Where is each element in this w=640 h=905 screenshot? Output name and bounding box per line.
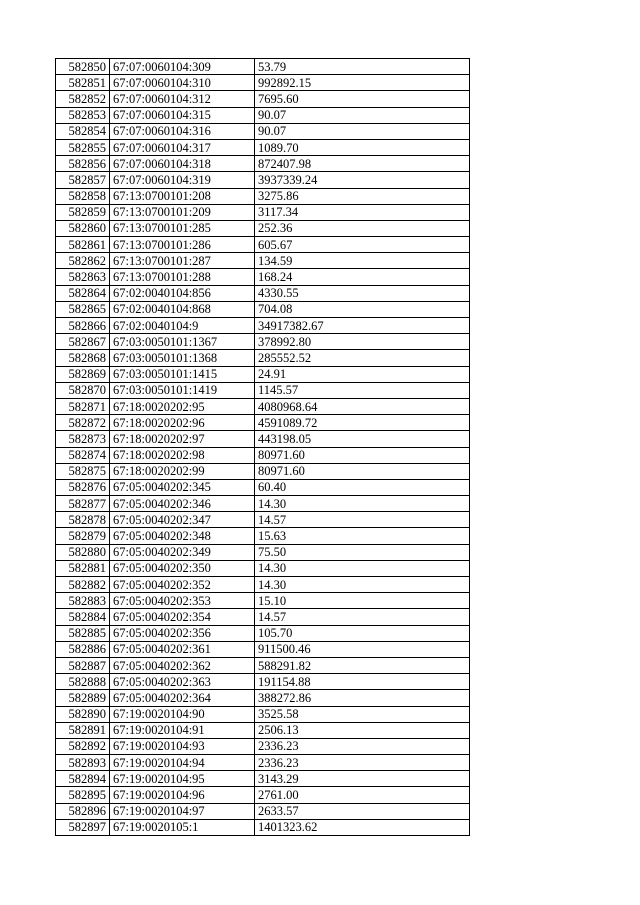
row-id-cell: 582866 bbox=[56, 318, 110, 334]
value-cell: 3117.34 bbox=[255, 204, 470, 220]
row-id-cell: 582854 bbox=[56, 123, 110, 139]
table-row bbox=[56, 544, 470, 560]
table-row bbox=[56, 479, 470, 495]
row-id-cell: 582850 bbox=[56, 59, 110, 75]
value-cell: 588291.82 bbox=[255, 657, 470, 673]
row-id-cell: 582853 bbox=[56, 107, 110, 123]
cadastral-code-cell: 67:03:0050101:1415 bbox=[110, 366, 255, 382]
row-id-cell: 582855 bbox=[56, 139, 110, 155]
table-row bbox=[56, 512, 470, 528]
table-row bbox=[56, 366, 470, 382]
value-cell: 14.30 bbox=[255, 496, 470, 512]
row-id-cell: 582889 bbox=[56, 690, 110, 706]
cadastral-code-cell: 67:05:0040202:356 bbox=[110, 625, 255, 641]
row-id-cell: 582894 bbox=[56, 771, 110, 787]
table-row bbox=[56, 172, 470, 188]
value-cell: 2336.23 bbox=[255, 738, 470, 754]
cadastral-code-cell: 67:05:0040202:348 bbox=[110, 528, 255, 544]
table-row bbox=[56, 59, 470, 75]
value-cell: 60.40 bbox=[255, 479, 470, 495]
row-id-cell: 582857 bbox=[56, 172, 110, 188]
value-cell: 704.08 bbox=[255, 301, 470, 317]
row-id-cell: 582895 bbox=[56, 787, 110, 803]
cadastral-code-cell: 67:13:0700101:288 bbox=[110, 269, 255, 285]
row-id-cell: 582862 bbox=[56, 253, 110, 269]
data-table bbox=[55, 58, 470, 836]
cadastral-code-cell: 67:19:0020104:96 bbox=[110, 787, 255, 803]
cadastral-code-cell: 67:18:0020202:98 bbox=[110, 447, 255, 463]
value-cell: 4591089.72 bbox=[255, 415, 470, 431]
table-row bbox=[56, 738, 470, 754]
value-cell: 388272.86 bbox=[255, 690, 470, 706]
row-id-cell: 582875 bbox=[56, 463, 110, 479]
row-id-cell: 582868 bbox=[56, 350, 110, 366]
value-cell: 34917382.67 bbox=[255, 318, 470, 334]
row-id-cell: 582880 bbox=[56, 544, 110, 560]
cadastral-code-cell: 67:05:0040202:349 bbox=[110, 544, 255, 560]
value-cell: 4080968.64 bbox=[255, 398, 470, 414]
table-body bbox=[56, 59, 470, 836]
cadastral-code-cell: 67:19:0020104:95 bbox=[110, 771, 255, 787]
table-row bbox=[56, 237, 470, 253]
value-cell: 992892.15 bbox=[255, 75, 470, 91]
value-cell: 1401323.62 bbox=[255, 819, 470, 835]
cadastral-code-cell: 67:05:0040202:350 bbox=[110, 560, 255, 576]
table-row bbox=[56, 722, 470, 738]
row-id-cell: 582865 bbox=[56, 301, 110, 317]
value-cell: 2336.23 bbox=[255, 755, 470, 771]
cadastral-code-cell: 67:05:0040202:347 bbox=[110, 512, 255, 528]
table-row bbox=[56, 350, 470, 366]
table-row bbox=[56, 560, 470, 576]
table-row bbox=[56, 204, 470, 220]
table-row bbox=[56, 220, 470, 236]
cadastral-code-cell: 67:07:0060104:315 bbox=[110, 107, 255, 123]
table-row bbox=[56, 803, 470, 819]
cadastral-code-cell: 67:19:0020104:97 bbox=[110, 803, 255, 819]
cadastral-code-cell: 67:05:0040202:345 bbox=[110, 479, 255, 495]
cadastral-code-cell: 67:18:0020202:99 bbox=[110, 463, 255, 479]
row-id-cell: 582873 bbox=[56, 431, 110, 447]
table-row bbox=[56, 447, 470, 463]
cadastral-code-cell: 67:13:0700101:208 bbox=[110, 188, 255, 204]
row-id-cell: 582879 bbox=[56, 528, 110, 544]
table-row bbox=[56, 334, 470, 350]
row-id-cell: 582876 bbox=[56, 479, 110, 495]
value-cell: 7695.60 bbox=[255, 91, 470, 107]
value-cell: 2761.00 bbox=[255, 787, 470, 803]
value-cell: 80971.60 bbox=[255, 463, 470, 479]
value-cell: 252.36 bbox=[255, 220, 470, 236]
table-row bbox=[56, 496, 470, 512]
table-row bbox=[56, 819, 470, 835]
cadastral-code-cell: 67:18:0020202:95 bbox=[110, 398, 255, 414]
cadastral-code-cell: 67:18:0020202:96 bbox=[110, 415, 255, 431]
row-id-cell: 582883 bbox=[56, 593, 110, 609]
row-id-cell: 582887 bbox=[56, 657, 110, 673]
row-id-cell: 582893 bbox=[56, 755, 110, 771]
table-row bbox=[56, 285, 470, 301]
value-cell: 14.30 bbox=[255, 560, 470, 576]
row-id-cell: 582859 bbox=[56, 204, 110, 220]
cadastral-code-cell: 67:18:0020202:97 bbox=[110, 431, 255, 447]
value-cell: 14.57 bbox=[255, 609, 470, 625]
cadastral-code-cell: 67:05:0040202:353 bbox=[110, 593, 255, 609]
value-cell: 378992.80 bbox=[255, 334, 470, 350]
cadastral-code-cell: 67:07:0060104:318 bbox=[110, 156, 255, 172]
cadastral-code-cell: 67:13:0700101:285 bbox=[110, 220, 255, 236]
value-cell: 1089.70 bbox=[255, 139, 470, 155]
cadastral-code-cell: 67:19:0020104:94 bbox=[110, 755, 255, 771]
row-id-cell: 582861 bbox=[56, 237, 110, 253]
row-id-cell: 582896 bbox=[56, 803, 110, 819]
cadastral-code-cell: 67:19:0020105:1 bbox=[110, 819, 255, 835]
cadastral-code-cell: 67:03:0050101:1368 bbox=[110, 350, 255, 366]
table-row bbox=[56, 75, 470, 91]
row-id-cell: 582888 bbox=[56, 674, 110, 690]
table-row bbox=[56, 528, 470, 544]
row-id-cell: 582890 bbox=[56, 706, 110, 722]
table-row bbox=[56, 318, 470, 334]
value-cell: 14.30 bbox=[255, 577, 470, 593]
value-cell: 4330.55 bbox=[255, 285, 470, 301]
row-id-cell: 582871 bbox=[56, 398, 110, 414]
value-cell: 872407.98 bbox=[255, 156, 470, 172]
cadastral-code-cell: 67:07:0060104:317 bbox=[110, 139, 255, 155]
cadastral-code-cell: 67:05:0040202:354 bbox=[110, 609, 255, 625]
cadastral-code-cell: 67:05:0040202:363 bbox=[110, 674, 255, 690]
value-cell: 285552.52 bbox=[255, 350, 470, 366]
value-cell: 15.63 bbox=[255, 528, 470, 544]
cadastral-code-cell: 67:19:0020104:91 bbox=[110, 722, 255, 738]
value-cell: 2633.57 bbox=[255, 803, 470, 819]
value-cell: 443198.05 bbox=[255, 431, 470, 447]
table-row bbox=[56, 253, 470, 269]
table-row bbox=[56, 415, 470, 431]
cadastral-code-cell: 67:07:0060104:309 bbox=[110, 59, 255, 75]
cadastral-code-cell: 67:03:0050101:1419 bbox=[110, 382, 255, 398]
row-id-cell: 582897 bbox=[56, 819, 110, 835]
value-cell: 90.07 bbox=[255, 107, 470, 123]
table-row bbox=[56, 123, 470, 139]
value-cell: 911500.46 bbox=[255, 641, 470, 657]
cadastral-code-cell: 67:07:0060104:319 bbox=[110, 172, 255, 188]
value-cell: 24.91 bbox=[255, 366, 470, 382]
table-row bbox=[56, 301, 470, 317]
cadastral-code-cell: 67:07:0060104:316 bbox=[110, 123, 255, 139]
table-row bbox=[56, 593, 470, 609]
row-id-cell: 582884 bbox=[56, 609, 110, 625]
row-id-cell: 582891 bbox=[56, 722, 110, 738]
value-cell: 1145.57 bbox=[255, 382, 470, 398]
table-row bbox=[56, 641, 470, 657]
table-row bbox=[56, 625, 470, 641]
cadastral-code-cell: 67:05:0040202:362 bbox=[110, 657, 255, 673]
table-row bbox=[56, 107, 470, 123]
row-id-cell: 582858 bbox=[56, 188, 110, 204]
table-row bbox=[56, 382, 470, 398]
row-id-cell: 582892 bbox=[56, 738, 110, 754]
cadastral-code-cell: 67:03:0050101:1367 bbox=[110, 334, 255, 350]
table-row bbox=[56, 463, 470, 479]
cadastral-code-cell: 67:05:0040202:346 bbox=[110, 496, 255, 512]
value-cell: 3937339.24 bbox=[255, 172, 470, 188]
row-id-cell: 582881 bbox=[56, 560, 110, 576]
table-row bbox=[56, 755, 470, 771]
cadastral-code-cell: 67:02:0040104:856 bbox=[110, 285, 255, 301]
value-cell: 168.24 bbox=[255, 269, 470, 285]
cadastral-code-cell: 67:07:0060104:310 bbox=[110, 75, 255, 91]
row-id-cell: 582863 bbox=[56, 269, 110, 285]
table-row bbox=[56, 787, 470, 803]
row-id-cell: 582872 bbox=[56, 415, 110, 431]
row-id-cell: 582878 bbox=[56, 512, 110, 528]
row-id-cell: 582869 bbox=[56, 366, 110, 382]
value-cell: 105.70 bbox=[255, 625, 470, 641]
cadastral-code-cell: 67:05:0040202:364 bbox=[110, 690, 255, 706]
value-cell: 15.10 bbox=[255, 593, 470, 609]
value-cell: 2506.13 bbox=[255, 722, 470, 738]
table-row bbox=[56, 398, 470, 414]
table-row bbox=[56, 674, 470, 690]
row-id-cell: 582877 bbox=[56, 496, 110, 512]
value-cell: 191154.88 bbox=[255, 674, 470, 690]
table-row bbox=[56, 706, 470, 722]
cadastral-code-cell: 67:05:0040202:361 bbox=[110, 641, 255, 657]
value-cell: 75.50 bbox=[255, 544, 470, 560]
value-cell: 3143.29 bbox=[255, 771, 470, 787]
value-cell: 90.07 bbox=[255, 123, 470, 139]
table-row bbox=[56, 431, 470, 447]
table-row bbox=[56, 690, 470, 706]
row-id-cell: 582851 bbox=[56, 75, 110, 91]
row-id-cell: 582870 bbox=[56, 382, 110, 398]
value-cell: 3275.86 bbox=[255, 188, 470, 204]
cadastral-code-cell: 67:07:0060104:312 bbox=[110, 91, 255, 107]
table-row bbox=[56, 609, 470, 625]
table-row bbox=[56, 139, 470, 155]
row-id-cell: 582874 bbox=[56, 447, 110, 463]
row-id-cell: 582852 bbox=[56, 91, 110, 107]
row-id-cell: 582867 bbox=[56, 334, 110, 350]
cadastral-code-cell: 67:13:0700101:286 bbox=[110, 237, 255, 253]
row-id-cell: 582856 bbox=[56, 156, 110, 172]
cadastral-code-cell: 67:19:0020104:90 bbox=[110, 706, 255, 722]
value-cell: 605.67 bbox=[255, 237, 470, 253]
row-id-cell: 582885 bbox=[56, 625, 110, 641]
row-id-cell: 582860 bbox=[56, 220, 110, 236]
cadastral-code-cell: 67:13:0700101:209 bbox=[110, 204, 255, 220]
table-row bbox=[56, 771, 470, 787]
value-cell: 80971.60 bbox=[255, 447, 470, 463]
row-id-cell: 582886 bbox=[56, 641, 110, 657]
table-row bbox=[56, 657, 470, 673]
value-cell: 134.59 bbox=[255, 253, 470, 269]
value-cell: 14.57 bbox=[255, 512, 470, 528]
row-id-cell: 582882 bbox=[56, 577, 110, 593]
table-row bbox=[56, 188, 470, 204]
table-row bbox=[56, 156, 470, 172]
cadastral-code-cell: 67:02:0040104:9 bbox=[110, 318, 255, 334]
table-row bbox=[56, 91, 470, 107]
table-row bbox=[56, 577, 470, 593]
row-id-cell: 582864 bbox=[56, 285, 110, 301]
table-row bbox=[56, 269, 470, 285]
cadastral-code-cell: 67:19:0020104:93 bbox=[110, 738, 255, 754]
cadastral-code-cell: 67:02:0040104:868 bbox=[110, 301, 255, 317]
value-cell: 53.79 bbox=[255, 59, 470, 75]
cadastral-code-cell: 67:05:0040202:352 bbox=[110, 577, 255, 593]
value-cell: 3525.58 bbox=[255, 706, 470, 722]
cadastral-code-cell: 67:13:0700101:287 bbox=[110, 253, 255, 269]
